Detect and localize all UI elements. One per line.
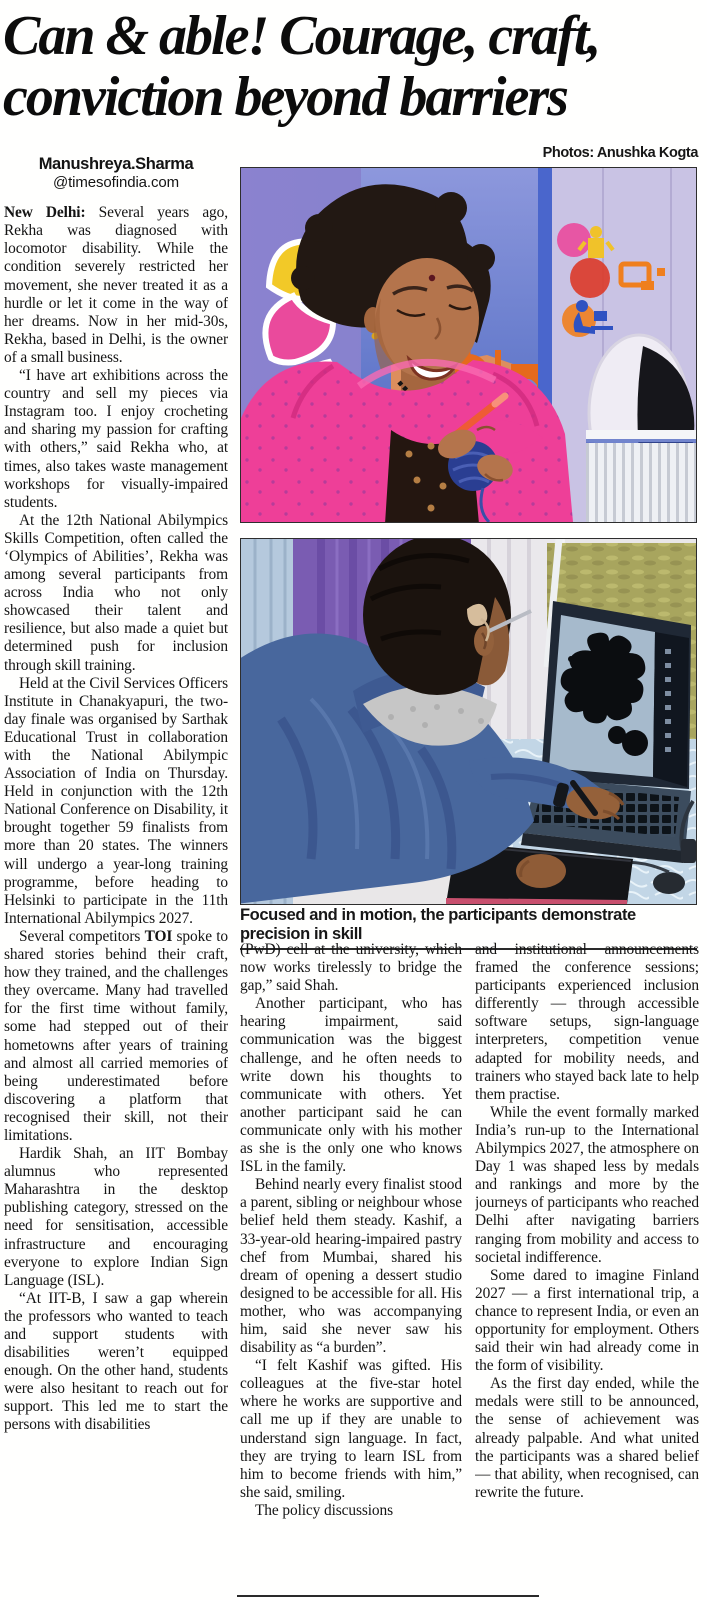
paragraph-text: Hardik Shah, an IIT Bombay alumnus who represented Maharashtra in the desktop publishing category, stressed on the need for sensitisation, accessible infrastructure and encouraging everyone to explore Indian Sign Language (ISL). bbox=[4, 1145, 228, 1289]
article-paragraph bbox=[240, 1176, 462, 1357]
article-paragraph bbox=[475, 1375, 699, 1502]
photo-caption: Focused and in motion, the participants demonstrate precision in skill bbox=[240, 906, 697, 950]
section-divider-rule bbox=[237, 1595, 539, 1597]
byline-handle: @timesofindia.com bbox=[52, 174, 180, 192]
photo-digital-art-participant bbox=[240, 538, 697, 905]
article-column-3 bbox=[475, 941, 699, 1600]
table-skirt bbox=[586, 430, 696, 522]
article-paragraph bbox=[4, 1290, 228, 1435]
column-1-text bbox=[4, 204, 228, 1434]
paragraph-text: Held at the Civil Services Officers Institute in Chanakyapuri, the two-day finale was organised by Sarthak Educational Trust in collaboration with the National Abilympic Association of India on Thursday. Held in conjunction with the 12th National Conference on Disability, it brought together 59 finalists from more than 20 states. The winners will undergo a year-long training programme, before heading to Helsinki to participate in the 11th International Abilympics 2027. bbox=[4, 674, 228, 927]
article-paragraph bbox=[475, 1104, 699, 1267]
paragraph-text: Another participant, who has hearing impairment, said communication was the biggest challenge, and he often needs to write down his thoughts to communicate with others. Yet another participant said he can communicate only with his mother as she is the only one who knows ISL in the family. bbox=[240, 995, 462, 1176]
column-2-text bbox=[240, 941, 462, 1520]
article-paragraph bbox=[4, 1145, 228, 1290]
paragraph-text: (PwD) cell at the university, which now works tirelessly to bridge the gap,” said Shah. bbox=[240, 941, 462, 995]
photo-crocheting-participant bbox=[240, 167, 697, 523]
article-paragraph bbox=[475, 941, 699, 1104]
article-column-1 bbox=[4, 155, 228, 1600]
paragraph-text: While the event formally marked India’s run-up to the International Abilympics 2027, the atmosphere on Day 1 was shaped less by medals and rankings and more by the journeys of participants who reached Delhi after navigating barriers ranging from mobility and access to societal indifference. bbox=[475, 1103, 699, 1266]
article-paragraph bbox=[240, 1357, 462, 1502]
headline-line-2: conviction beyond barriers bbox=[3, 66, 567, 128]
paragraph-bold-text: New Delhi: bbox=[4, 204, 99, 222]
column-3-text bbox=[475, 941, 699, 1502]
article-paragraph bbox=[4, 928, 228, 1145]
paragraph-text: The policy discussions bbox=[255, 1501, 394, 1519]
paragraph-text: “I have art exhibitions across the country and sell my pieces via Instagram too. I enjoy crocheting and sharing my passion for crafting with others,” said Rekha who, at times, also takes waste management workshops for visually-impaired students. bbox=[4, 367, 228, 511]
article-paragraph bbox=[4, 204, 228, 367]
article-paragraph bbox=[240, 1502, 462, 1520]
byline-author: Manushreya.Sharma bbox=[38, 155, 194, 173]
paragraph-text: Several years ago, Rekha was diagnosed with locomotor disability. While the condition severely restricted her movement, she never treated it as a hurdle or let it come in the way of her dreams. Now in her mid-30s, Rekha, based in Delhi, is the owner of a small business. bbox=[4, 204, 228, 366]
paragraph-text: Some dared to imagine Finland 2027 — a first international trip, a chance to represent India, or even an opportunity for employment. Others said their win had already come in the form of visibility. bbox=[475, 1266, 699, 1375]
article-paragraph bbox=[4, 367, 228, 512]
paragraph-text: At the 12th National Abilympics Skills Competition, often called the ‘Olympics of Abilities’, Rekha was among several participants from across India who not only showcased their talent and resilience, but also made a quiet but determined push for inclusion through skill training. bbox=[4, 511, 228, 674]
paragraph-text: Behind nearly every finalist stood a parent, sibling or neighbour whose belief held them steady. Kashif, a 33-year-old hearing-impaired pastry chef from Mumbai, shared his dream of opening a dessert studio designed to be accessible for all. His mother, who was accompanying him, said she never saw his disability as “a burden”. bbox=[240, 1176, 462, 1357]
article-paragraph bbox=[4, 675, 228, 928]
paragraph-text: Several competitors bbox=[19, 927, 145, 945]
article-paragraph bbox=[240, 941, 462, 995]
paragraph-text: As the first day ended, while the medals were still to be announced, the sense of achievement was already palpable. And what united the participants was a shared belief — that ability, when recognised, can rewrite the future. bbox=[475, 1375, 699, 1501]
byline bbox=[4, 155, 228, 192]
paragraph-text: and institutional announcements framed the conference sessions; participants experienced inclusion differently — through accessible software setups, sign-language interpreters, competition venue adapted for mobility needs, and trainers who stayed back late to help them practise. bbox=[475, 941, 699, 1103]
headline-line-1: Can & able! Courage, craft, bbox=[3, 5, 600, 67]
article-paragraph bbox=[240, 995, 462, 1176]
article-paragraph bbox=[4, 512, 228, 675]
article-column-2 bbox=[240, 941, 462, 1600]
paragraph-text: “At IIT-B, I saw a gap wherein the professors who wanted to teach and support students with disabilities weren’t equipped enough. On the other hand, students were also hesitant to reach out for support. This led me to start the persons with disabilities bbox=[4, 1289, 228, 1434]
photo-credit: Photos: Anushka Kogta bbox=[542, 145, 698, 161]
paragraph-text: spoke to shared stories behind their craft, how they trained, and the challenges they overcame. Many had travelled for the first time without family, some had stepped out of their hometowns after years of training and almost all carried memories of being underestimated before discovering a platform that recognised their skill, not their limitations. bbox=[4, 927, 228, 1144]
paragraph-bold-text: TOI bbox=[144, 927, 173, 945]
paragraph-text: “I felt Kashif was gifted. His colleagues at the five-star hotel where he works are supportive and call me up if they are unable to understand sign language. In fact, they are trying to learn ISL from him to become friends with him,” she said, smiling. bbox=[240, 1357, 462, 1501]
article-paragraph bbox=[475, 1267, 699, 1376]
article-headline bbox=[3, 6, 705, 128]
